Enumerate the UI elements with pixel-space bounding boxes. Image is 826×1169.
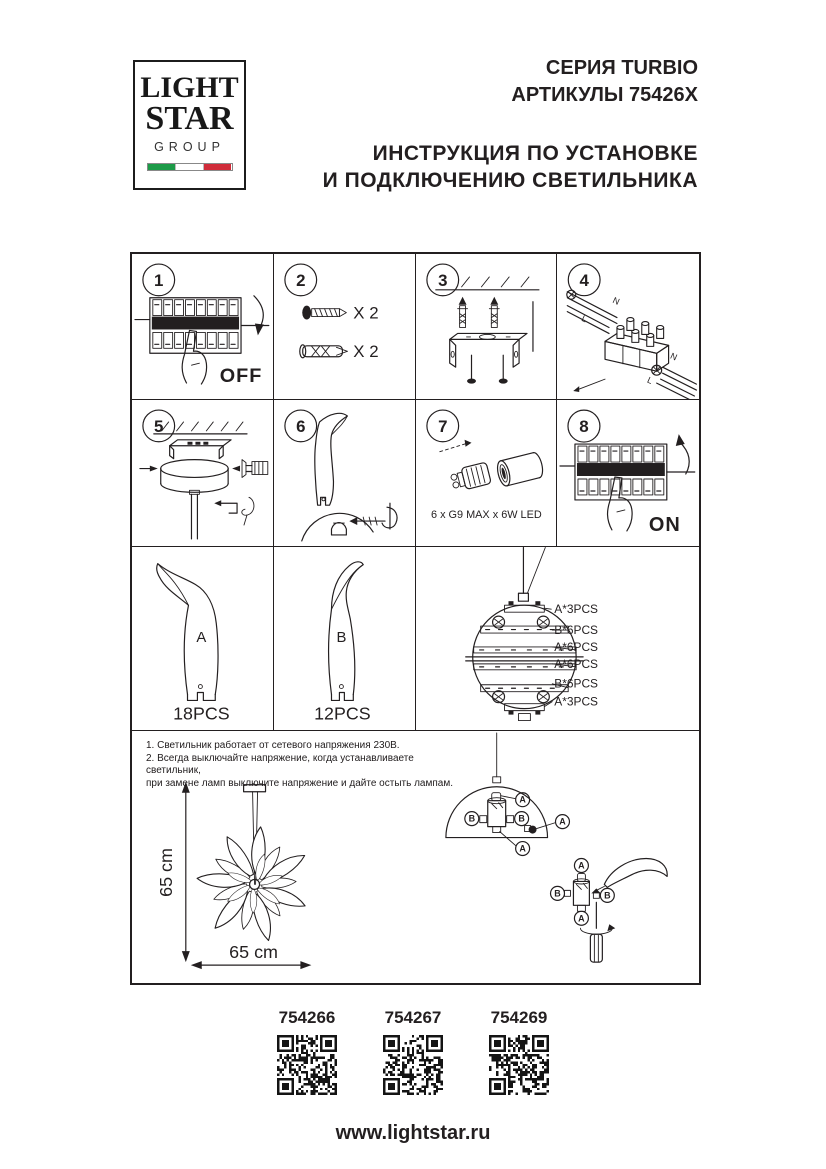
part-b-letter: B <box>336 629 347 646</box>
bottom-panel <box>132 731 699 983</box>
step-number-8: 8 <box>579 417 589 437</box>
step-7-lamp-diagram <box>416 400 557 546</box>
dome-callout-a1: A <box>519 794 526 805</box>
step-2-hardware-diagram <box>274 254 415 399</box>
dome-callout-b1: B <box>468 813 476 824</box>
wires-in <box>567 290 617 333</box>
product-754269 <box>488 1008 550 1095</box>
lamp-spec-label: 6 x G9 MAX x 6W LED <box>430 509 542 522</box>
article-number: 754269 <box>490 1008 548 1027</box>
step-8-breaker-on-diagram <box>557 400 699 546</box>
blade-attaching <box>604 858 667 887</box>
allen-key-icon <box>214 497 254 525</box>
logo-word-group: GROUP <box>154 140 225 154</box>
sphere-assembly-diagram <box>416 547 700 730</box>
step-1-breaker-off-diagram <box>132 254 273 399</box>
assembled-chandelier <box>196 785 308 942</box>
step-number-5: 5 <box>154 416 164 436</box>
note-line-1: 1. Светильник работает от сетевого напряжения 230В. <box>146 740 400 751</box>
page-title-line2: И ПОДКЛЮЧЕНИЮ СВЕТИЛЬНИКА <box>322 169 698 192</box>
width-dimension-label: 65 cm <box>229 942 278 963</box>
assembly-label-6: A*3PCS <box>553 694 598 709</box>
articles-title: АРТИКУЛЫ 75426X <box>511 84 698 106</box>
step-cell-7 <box>416 400 558 547</box>
step-cell-6 <box>274 400 416 547</box>
off-label: OFF <box>219 365 263 388</box>
screw-qty-label: X 2 <box>353 303 379 323</box>
screw-up-left <box>467 355 476 383</box>
anchor-up-right <box>489 297 499 328</box>
arrow-down <box>254 296 263 328</box>
website-url: www.lightstar.ru <box>335 1122 491 1144</box>
part-b-diagram <box>274 547 415 730</box>
height-dimension <box>182 782 190 962</box>
socket-stub <box>331 523 346 535</box>
part-b-cell <box>274 547 416 731</box>
socket-cylinder-icon <box>495 451 545 487</box>
step-cell-3 <box>416 254 558 400</box>
socket-assembly <box>551 858 668 962</box>
step-cell-1 <box>132 254 274 400</box>
height-dimension-label: 65 cm <box>155 848 176 897</box>
article-number: 754267 <box>384 1008 442 1027</box>
anchor-up-left <box>457 297 467 328</box>
step-cell-8 <box>557 400 699 547</box>
wire-label-l-out: L <box>645 374 655 386</box>
assembly-label-1: A*3PCS <box>553 602 598 617</box>
socket-callout-b1: B <box>554 888 561 899</box>
step-number-4: 4 <box>579 270 590 290</box>
part-b-qty: 12PCS <box>313 703 371 724</box>
assembly-label-5: B*6PCS <box>553 676 598 691</box>
arrow-up <box>680 442 689 474</box>
step-number-6: 6 <box>295 416 306 436</box>
screw-up-right <box>498 355 507 383</box>
step-number-1: 1 <box>154 270 164 290</box>
screw-icon <box>302 306 346 320</box>
assembly-label-4: A*6PCS <box>553 656 598 671</box>
step-4-terminal-diagram <box>557 254 699 399</box>
blade-part <box>315 413 348 505</box>
assembly-label-3: A*6PCS <box>553 639 598 654</box>
anchor-qty-label: X 2 <box>353 342 379 362</box>
g9-bulb-icon <box>449 462 491 492</box>
product-754266 <box>276 1008 338 1095</box>
wire-label-l-in: L <box>580 313 589 325</box>
screwdriver-icon <box>242 460 268 478</box>
logo-word-star: STAR <box>145 100 234 137</box>
step-number-7: 7 <box>437 416 447 436</box>
article-number: 754266 <box>278 1008 336 1027</box>
step-number-2: 2 <box>295 270 306 290</box>
qr-code <box>277 1035 337 1095</box>
part-a-diagram <box>132 547 273 730</box>
dome-callout-a2: A <box>559 816 566 827</box>
part-a-qty: 18PCS <box>173 703 230 724</box>
step-cell-4 <box>557 254 699 400</box>
sphere-top-arc <box>302 513 373 541</box>
step-cell-5 <box>132 400 274 547</box>
socket-callout-a2: A <box>578 913 585 924</box>
terminal-block <box>605 318 669 372</box>
socket-callout-a1: A <box>578 860 585 871</box>
product-754267 <box>382 1008 444 1095</box>
header-text <box>323 55 698 194</box>
qr-code <box>489 1035 549 1095</box>
dome-callout-a3: A <box>519 843 526 854</box>
socket-callout-b2: B <box>604 890 611 901</box>
bracket-mounted <box>170 440 231 459</box>
instruction-table <box>130 252 701 985</box>
screw-and-key <box>349 503 397 529</box>
width-dimension <box>191 961 312 969</box>
assembly-map-cell <box>416 547 700 731</box>
step-3-bracket-diagram <box>416 254 557 399</box>
wall-anchor-icon <box>300 345 348 358</box>
series-title: СЕРИЯ TURBIO <box>545 57 698 79</box>
step-cell-2 <box>274 254 416 400</box>
dome-assembly <box>446 733 570 856</box>
step-number-3: 3 <box>437 270 447 290</box>
part-a-letter: A <box>196 629 207 646</box>
step-5-canopy-diagram <box>132 400 273 546</box>
dome-callout-b2: B <box>518 813 525 824</box>
mounting-bracket <box>449 333 526 367</box>
note-line-3: при замене ламп выключите напряжение и дайте остыть лампам. <box>146 777 453 789</box>
products-row <box>0 1008 826 1095</box>
wire-label-n-out: N <box>669 350 680 363</box>
assembly-label-2: B*6PCS <box>553 623 598 638</box>
canopy-disc <box>161 460 228 493</box>
page-title-line1: ИНСТРУКЦИЯ ПО УСТАНОВКЕ <box>372 142 698 165</box>
wire-label-n-in: N <box>611 295 622 307</box>
logo-word-light: LIGHT <box>140 71 239 104</box>
lightstar-logo <box>133 60 246 190</box>
stem-rod <box>189 490 199 539</box>
safety-notes <box>146 740 456 790</box>
on-label: ON <box>649 513 682 536</box>
note-line-2: 2. Всегда выключайте напряжение, когда устанавливаете светильник, <box>146 752 414 776</box>
part-a-cell <box>132 547 274 731</box>
step-6-blade-attach-diagram <box>274 400 415 546</box>
italian-flag-stripe <box>147 163 233 171</box>
qr-code <box>383 1035 443 1095</box>
